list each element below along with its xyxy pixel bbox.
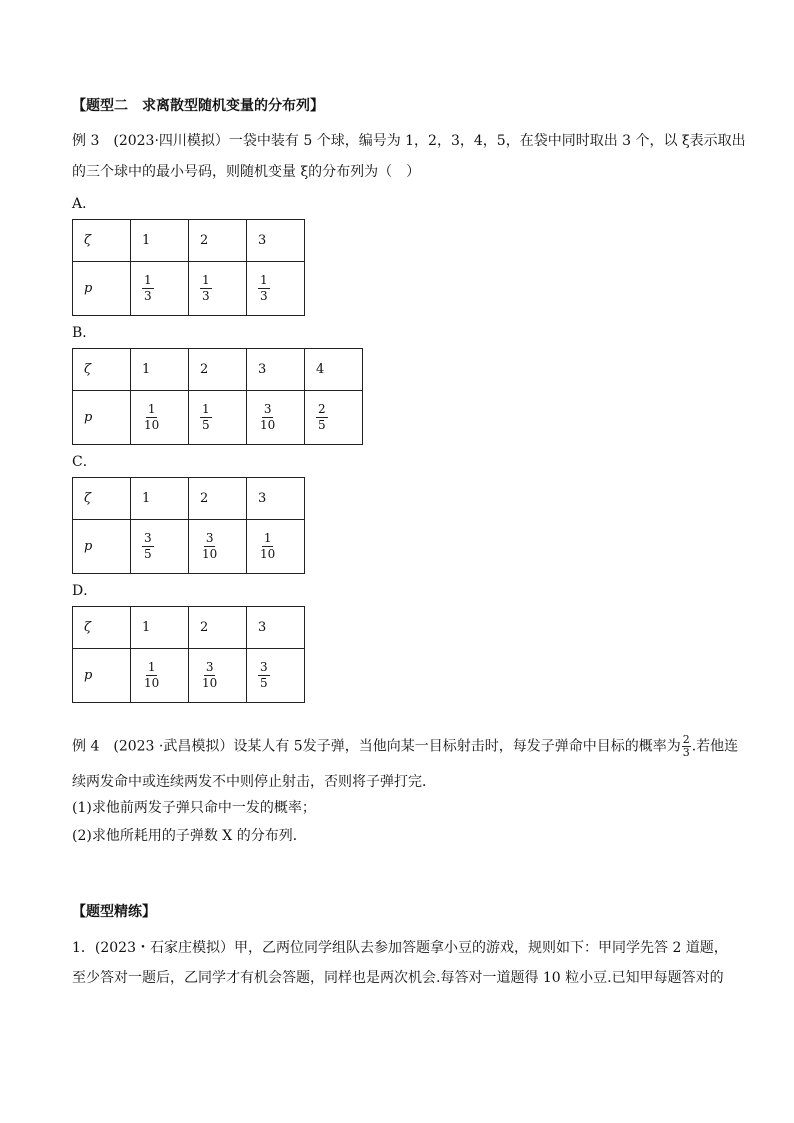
practice1-line1: 1．(2023・石家庄模拟）甲，乙两位同学组队去参加答题拿小豆的游戏，规则如下：甲同学先答 2 道题，: [72, 940, 728, 956]
p-symbol: p: [84, 410, 93, 425]
example3-line2: 的三个球中的最小号码，则随机变量 ξ的分布列为（ ）: [72, 164, 421, 180]
value-cell: 1: [131, 478, 189, 520]
p-symbol: p: [84, 539, 93, 554]
option-c-label[interactable]: C．: [72, 454, 97, 470]
probability-fraction: $\frac{1}{3}$: [144, 273, 152, 303]
example4-line1: 例 4 (2023 ·武昌模拟）设某人有 5发子弹，当他向某一目标射击时，每发子弹命中目标的概率为 $\frac{2}{3}$ .若他连: [72, 733, 739, 759]
value-cell: 3: [247, 607, 305, 649]
value-cell: 2: [189, 220, 247, 262]
example4-question2: (2)求他所耗用的子弹数 X 的分布列．: [72, 828, 307, 844]
section-title-practice: 【题型精练】: [72, 904, 156, 920]
value-cell: 4: [305, 349, 363, 391]
probability-fraction: $\frac{1}{3}$: [202, 273, 210, 303]
section-title-type2: 【题型二 求离散型随机变量的分布列】: [72, 98, 324, 114]
option-b-table: [72, 348, 363, 445]
probability-fraction: $\frac{1}{10}$: [260, 531, 276, 561]
probability-fraction: $\frac{1}{3}$: [260, 273, 268, 303]
xi-symbol: ζ: [84, 362, 92, 377]
probability-fraction: $\frac{1}{10}$: [144, 660, 160, 690]
probability-fraction: $\frac{3}{5}$: [260, 660, 268, 690]
probability-fraction: $\frac{2}{5}$: [318, 402, 326, 432]
probability-fraction: $\frac{3}{10}$: [202, 531, 218, 561]
value-cell: 2: [189, 607, 247, 649]
example4-line2: 续两发命中或连续两发不中则停止射击，否则将子弹打完．: [72, 774, 436, 790]
probability-fraction-inline: $\frac{2}{3}$: [682, 733, 690, 759]
p-symbol: p: [84, 668, 93, 683]
option-c-table: [72, 477, 305, 574]
value-cell: 2: [189, 478, 247, 520]
value-cell: 1: [131, 607, 189, 649]
option-b-label[interactable]: B．: [72, 325, 97, 341]
probability-fraction: $\frac{3}{10}$: [260, 402, 276, 432]
xi-symbol: ζ: [84, 620, 92, 635]
probability-fraction: $\frac{1}{5}$: [202, 402, 210, 432]
practice1-line2: 至少答对一题后，乙同学才有机会答题，同样也是两次机会.每答对一道题得 10 粒小豆.已知甲每题答对的: [72, 970, 724, 986]
probability-fraction: $\frac{3}{5}$: [144, 531, 152, 561]
probability-fraction: $\frac{3}{10}$: [202, 660, 218, 690]
option-a-table: [72, 219, 305, 316]
example3-line1: 例 3 (2023·四川模拟）一袋中装有 5 个球，编号为 1，2，3，4，5，在袋中同时取出 3 个，以 ξ表示取出: [72, 133, 746, 149]
option-d-label[interactable]: D．: [72, 583, 98, 599]
value-cell: 1: [131, 349, 189, 391]
value-cell: 2: [189, 349, 247, 391]
option-d-table: [72, 606, 305, 703]
xi-symbol: ζ: [84, 233, 92, 248]
example4-question1: (1)求他前两发子弹只命中一发的概率；: [72, 800, 316, 816]
option-a-label[interactable]: A．: [72, 196, 97, 212]
value-cell: 1: [131, 220, 189, 262]
value-cell: 3: [247, 220, 305, 262]
p-symbol: p: [84, 281, 93, 296]
value-cell: 3: [247, 478, 305, 520]
probability-fraction: $\frac{1}{10}$: [144, 402, 160, 432]
value-cell: 3: [247, 349, 305, 391]
xi-symbol: ζ: [84, 491, 92, 506]
